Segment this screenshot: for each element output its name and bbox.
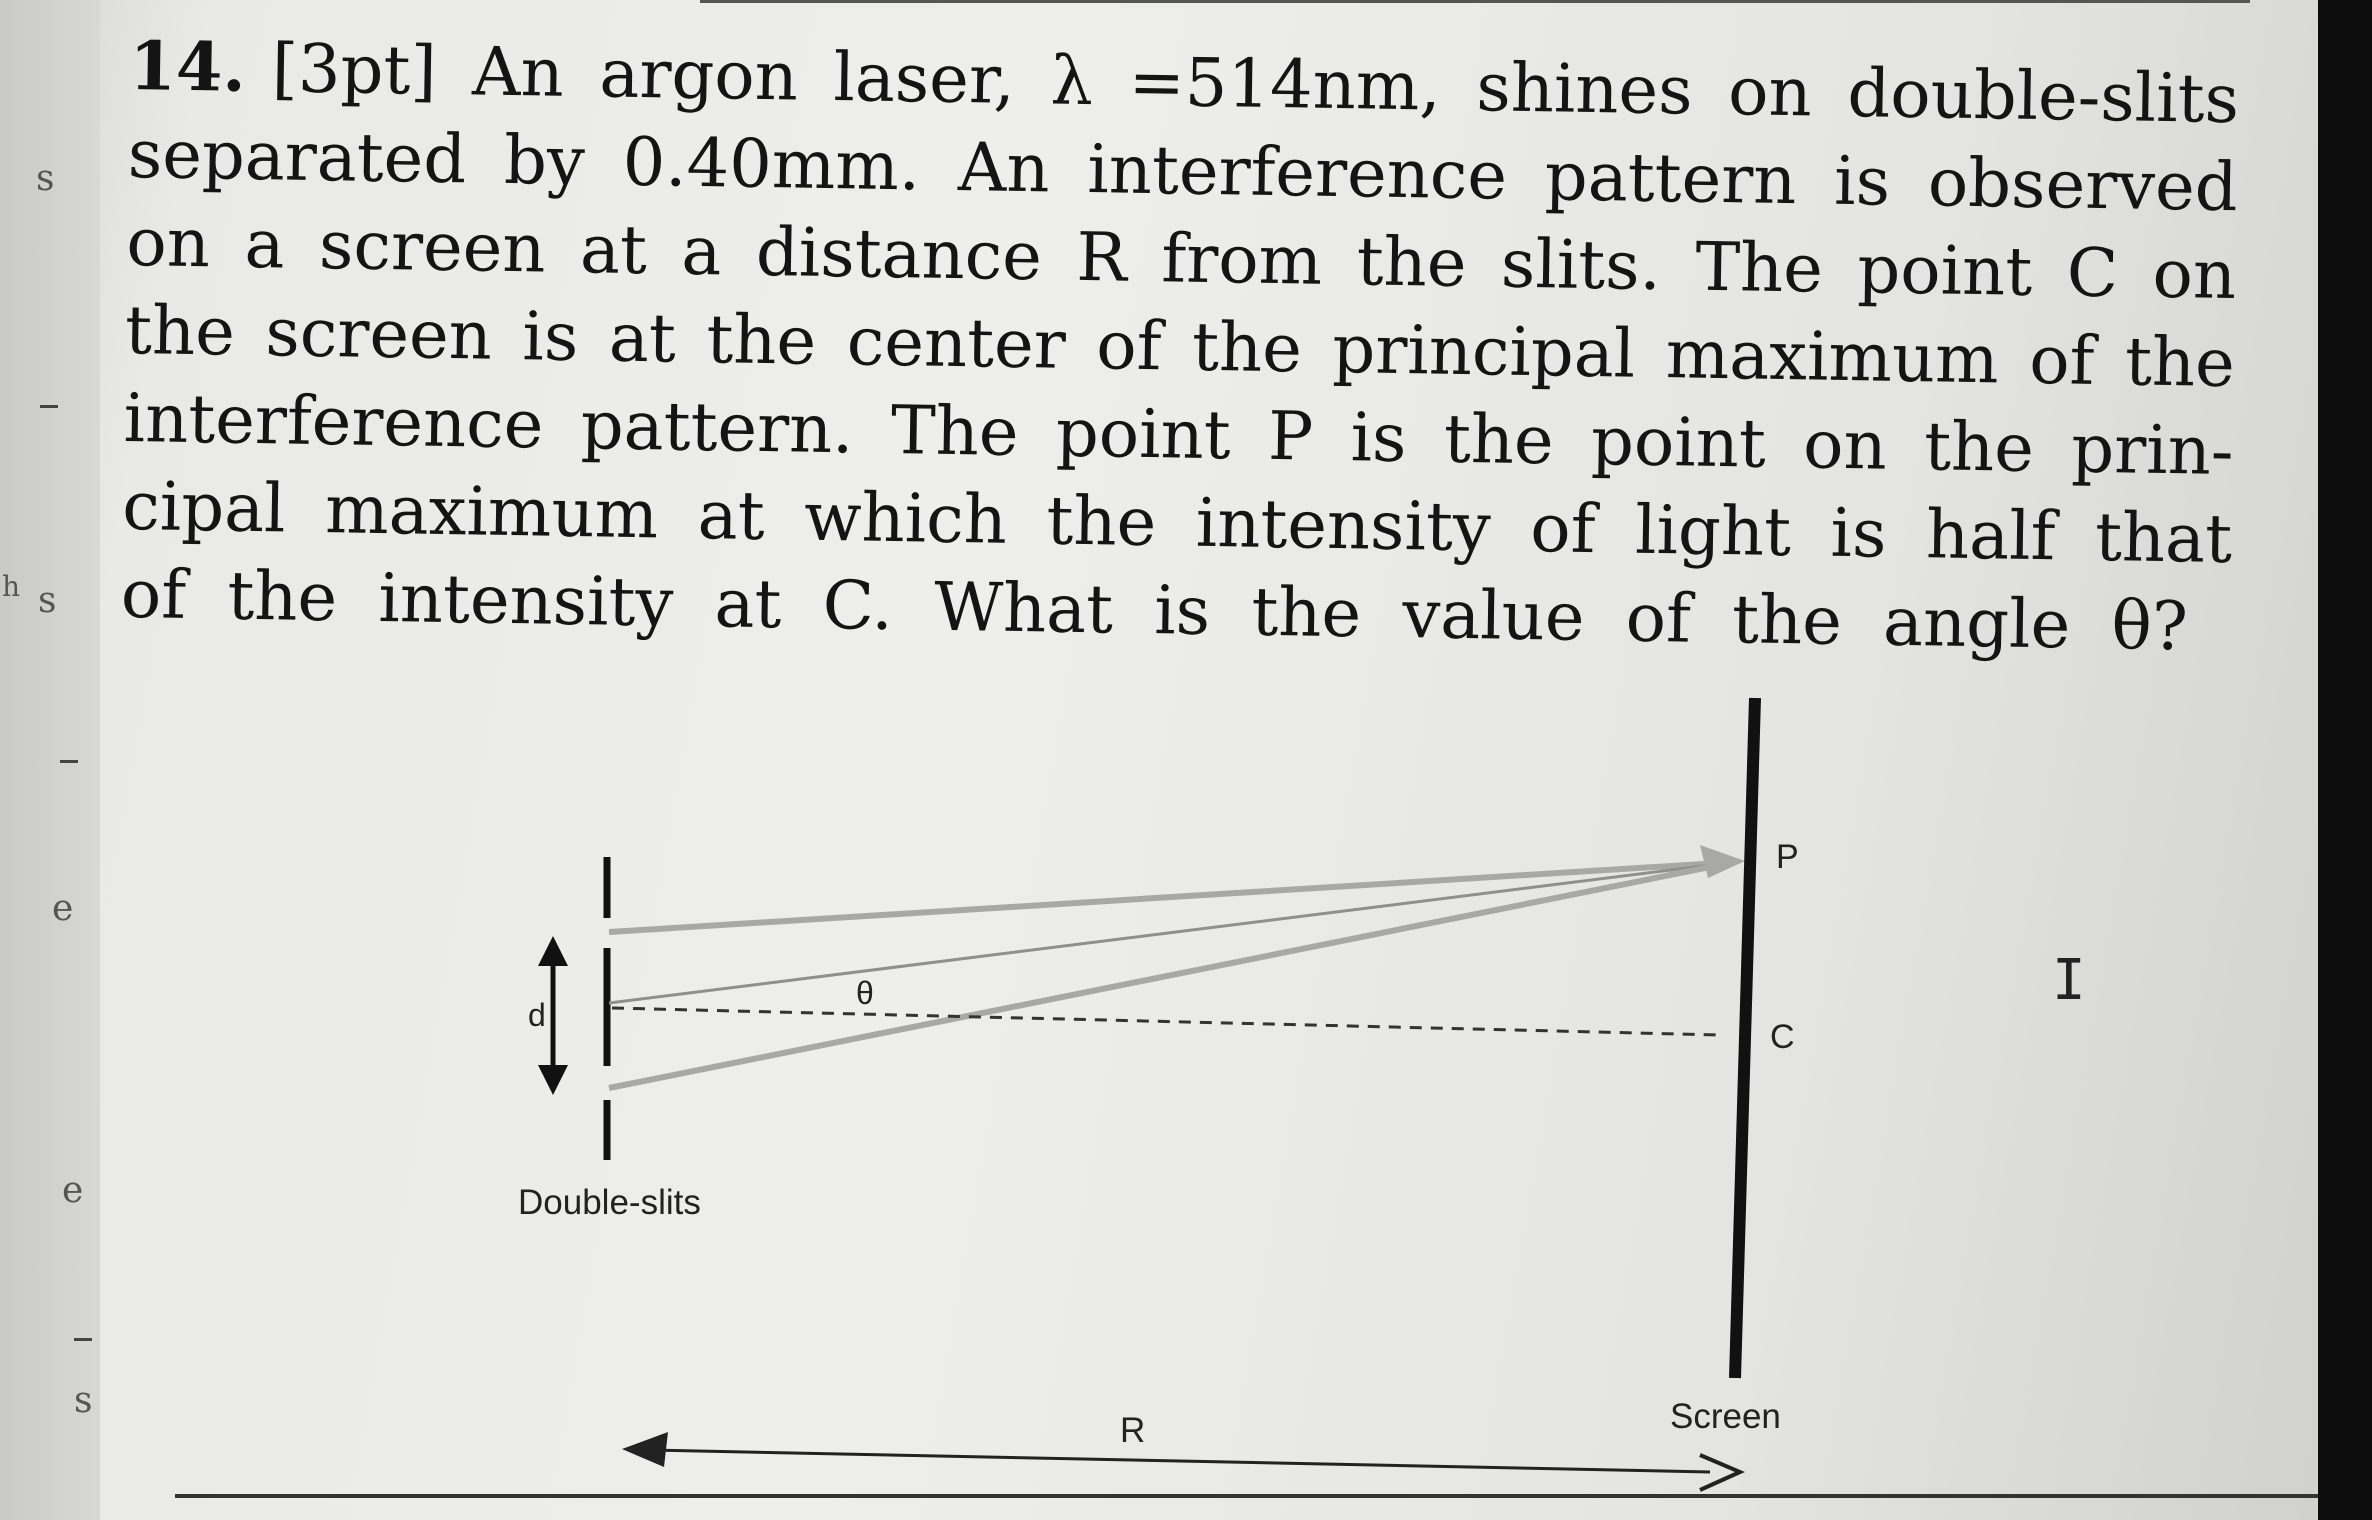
word: the (1356, 222, 1468, 303)
word: =514nm, (1128, 42, 1442, 126)
word: argon (598, 34, 799, 116)
word: double-slits (1846, 53, 2240, 139)
word: pattern. (580, 386, 855, 469)
word: which (803, 477, 1008, 559)
word: of (1095, 306, 1163, 386)
point-c-label: C (1770, 1018, 1795, 1056)
word: a (680, 211, 723, 291)
r-arrow-left-head (622, 1432, 668, 1467)
page-rule-bottom (175, 1494, 2325, 1498)
word: the (1443, 399, 1555, 480)
d-arrow-down-head (538, 1065, 568, 1095)
center-axis-dashed (612, 1008, 1720, 1035)
word: screen (318, 206, 547, 288)
word: point (1590, 402, 1767, 483)
word: interference (123, 378, 544, 464)
margin-glyph: h (2, 570, 21, 603)
r-label: R (1120, 1411, 1146, 1450)
word: by (503, 120, 586, 201)
word: maximum (1665, 315, 2000, 399)
margin-glyph: e (52, 888, 74, 929)
word: on (1802, 405, 1888, 485)
word: point (1856, 230, 2033, 311)
word: center (846, 302, 1067, 384)
point-p-label: P (1776, 838, 1799, 876)
word: that (2094, 497, 2233, 579)
word: the (1191, 307, 1303, 388)
d-arrow-up-head (538, 936, 568, 966)
word: on (1727, 52, 1813, 132)
word: the (705, 300, 817, 380)
word: is (521, 297, 579, 377)
word: half (1925, 495, 2057, 576)
word: shines (1475, 48, 1694, 130)
screen-label: Screen (1670, 1397, 1781, 1436)
word: at (608, 298, 677, 378)
word: separated (127, 114, 467, 199)
monitor-bezel (2318, 0, 2372, 1520)
word: the (2124, 322, 2236, 403)
ray-middle (609, 862, 1735, 1003)
word: screen (264, 293, 493, 375)
margin-glyph: s (74, 1380, 93, 1421)
word: λ (1049, 41, 1094, 121)
text-cursor-icon: I (2052, 948, 2086, 1013)
word: is (1350, 398, 1408, 478)
d-label: d (528, 997, 546, 1033)
word: at (579, 210, 648, 290)
word: pattern (1544, 137, 1798, 220)
word: 0.40mm. (622, 122, 921, 206)
word: of (2028, 320, 2096, 400)
word: interference (1086, 130, 1508, 215)
word: principal (1331, 309, 1636, 393)
word: An (471, 32, 565, 112)
word: prin- (2070, 409, 2235, 491)
word: The (1694, 227, 1824, 308)
double-slits-label: Double-slits (518, 1183, 701, 1222)
word: light (1634, 490, 1792, 572)
question-text-line: of the intensity at C. What is the value of the angle θ? (120, 554, 2189, 666)
word: on (125, 202, 211, 283)
ray-arrowhead (1700, 845, 1745, 878)
word: intensity (1195, 483, 1492, 567)
word: The (890, 391, 1020, 472)
word: point (1055, 393, 1232, 475)
word: the (1045, 481, 1157, 562)
word: maximum (324, 470, 659, 554)
word: distance (755, 212, 1043, 296)
word: from (1160, 219, 1323, 300)
screen-line (1735, 698, 1755, 1378)
margin-glyph: e (62, 1170, 84, 1211)
word: P (1267, 396, 1314, 476)
word: at (697, 475, 766, 556)
word: is (1833, 141, 1891, 221)
word: An (957, 128, 1051, 208)
word: is (1830, 493, 1888, 573)
word: of (1529, 489, 1597, 569)
word: on (2152, 234, 2237, 315)
word: C (2066, 233, 2119, 313)
word: observed (1927, 143, 2239, 227)
margin-glyph: s (38, 580, 57, 621)
word: the (124, 290, 236, 371)
word: a (243, 204, 286, 284)
word: [3pt] (271, 29, 438, 110)
word: R (1075, 217, 1128, 297)
word: cipal (121, 466, 287, 548)
question-number: 14. (128, 25, 247, 107)
word: laser, (832, 38, 1016, 119)
theta-label: θ (856, 975, 874, 1011)
r-arrow-line (650, 1450, 1710, 1472)
margin-glyph: s (36, 158, 55, 199)
word: slits. (1500, 224, 1662, 306)
word: the (1923, 407, 2035, 487)
